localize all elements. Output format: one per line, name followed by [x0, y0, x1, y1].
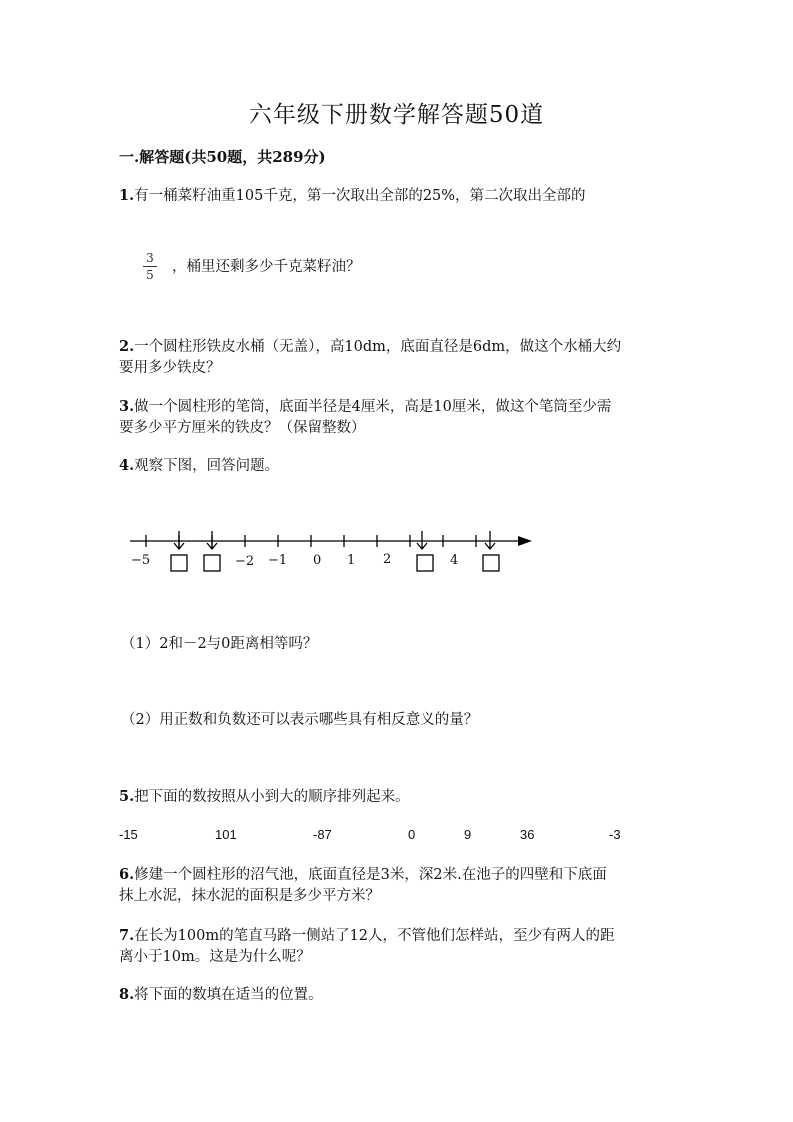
tick-label: −2 — [235, 554, 255, 569]
question-text: 观察下图，回答问题。 — [134, 458, 280, 474]
question-text-line2: 抹上水泥，抹水泥的面积是多少平方米？ — [119, 888, 380, 904]
number-item: 0 — [408, 827, 416, 842]
question-text: 把下面的数按照从小到大的顺序排列起来。 — [134, 789, 410, 805]
answer-box — [204, 555, 220, 571]
question-text-line2: 要用多少铁皮？ — [119, 360, 221, 376]
number-item: -15 — [119, 827, 138, 842]
question-number: 1. — [119, 187, 135, 204]
number-line-arrowhead — [518, 536, 532, 546]
question-number: 7. — [119, 927, 135, 944]
answer-box — [483, 555, 499, 571]
answer-box — [417, 555, 433, 571]
tick-label: −5 — [131, 553, 151, 568]
question-1-continuation: ，桶里还剩多少千克菜籽油？ — [172, 259, 361, 275]
down-arrow-icon — [417, 531, 427, 549]
tick-label: 4 — [450, 553, 459, 568]
question-number: 3. — [119, 398, 135, 415]
question-text-line1: 一个圆柱形铁皮水桶（无盖），高10dm，底面直径是6dm，做这个水桶大约 — [134, 339, 622, 355]
number-item: 36 — [520, 827, 535, 842]
question-6 — [119, 864, 607, 907]
question-text-line2: 要多少平方厘米的铁皮？（保留整数） — [119, 420, 366, 436]
tick-label: −1 — [268, 553, 288, 568]
tick-label: 2 — [383, 552, 392, 567]
question-5 — [119, 786, 410, 808]
down-arrow-icon — [207, 531, 217, 549]
section-heading: 一.解答题(共50题，共289分) — [119, 148, 326, 166]
question-number: 2. — [119, 338, 135, 355]
question-4-sub-2: （2）用正数和负数还可以表示哪些具有相反意义的量？ — [121, 712, 479, 728]
answer-box — [171, 555, 187, 571]
question-4-sub-1: （1）2和－2与0距离相等吗？ — [121, 636, 318, 652]
down-arrow-icon — [174, 531, 184, 549]
number-item: -87 — [313, 827, 332, 842]
question-number: 8. — [119, 986, 135, 1003]
question-text-line2: 离小于10m。这是为什么呢？ — [119, 949, 311, 965]
question-text-line1: 在长为100m的笔直马路一侧站了12人，不管他们怎样站，至少有两人的距 — [134, 928, 615, 944]
page-title: 六年级下册数学解答题50道 — [248, 102, 545, 128]
number-item: 9 — [464, 827, 472, 842]
question-number: 4. — [119, 457, 135, 474]
question-7 — [119, 925, 615, 968]
number-item: 101 — [215, 827, 237, 842]
question-8 — [119, 984, 323, 1006]
question-number: 6. — [119, 866, 135, 883]
question-text: 有一桶菜籽油重105千克，第一次取出全部的25%，第二次取出全部的 — [134, 188, 586, 204]
question-number: 5. — [119, 788, 135, 805]
question-text-line1: 做一个圆柱形的笔筒，底面半径是4厘米，高是10厘米，做这个笔筒至少需 — [134, 399, 612, 415]
fraction-numerator: 3 — [146, 251, 154, 265]
fraction-denominator: 5 — [146, 268, 154, 282]
number-item: -3 — [609, 827, 621, 842]
down-arrow-icon — [485, 531, 495, 549]
question-text-line1: 修建一个圆柱形的沼气池，底面直径是3米，深2米.在池子的四壁和下底面 — [134, 867, 607, 883]
tick-label: 0 — [313, 553, 322, 568]
question-text: 将下面的数填在适当的位置。 — [134, 987, 323, 1003]
tick-label: 1 — [347, 553, 356, 568]
